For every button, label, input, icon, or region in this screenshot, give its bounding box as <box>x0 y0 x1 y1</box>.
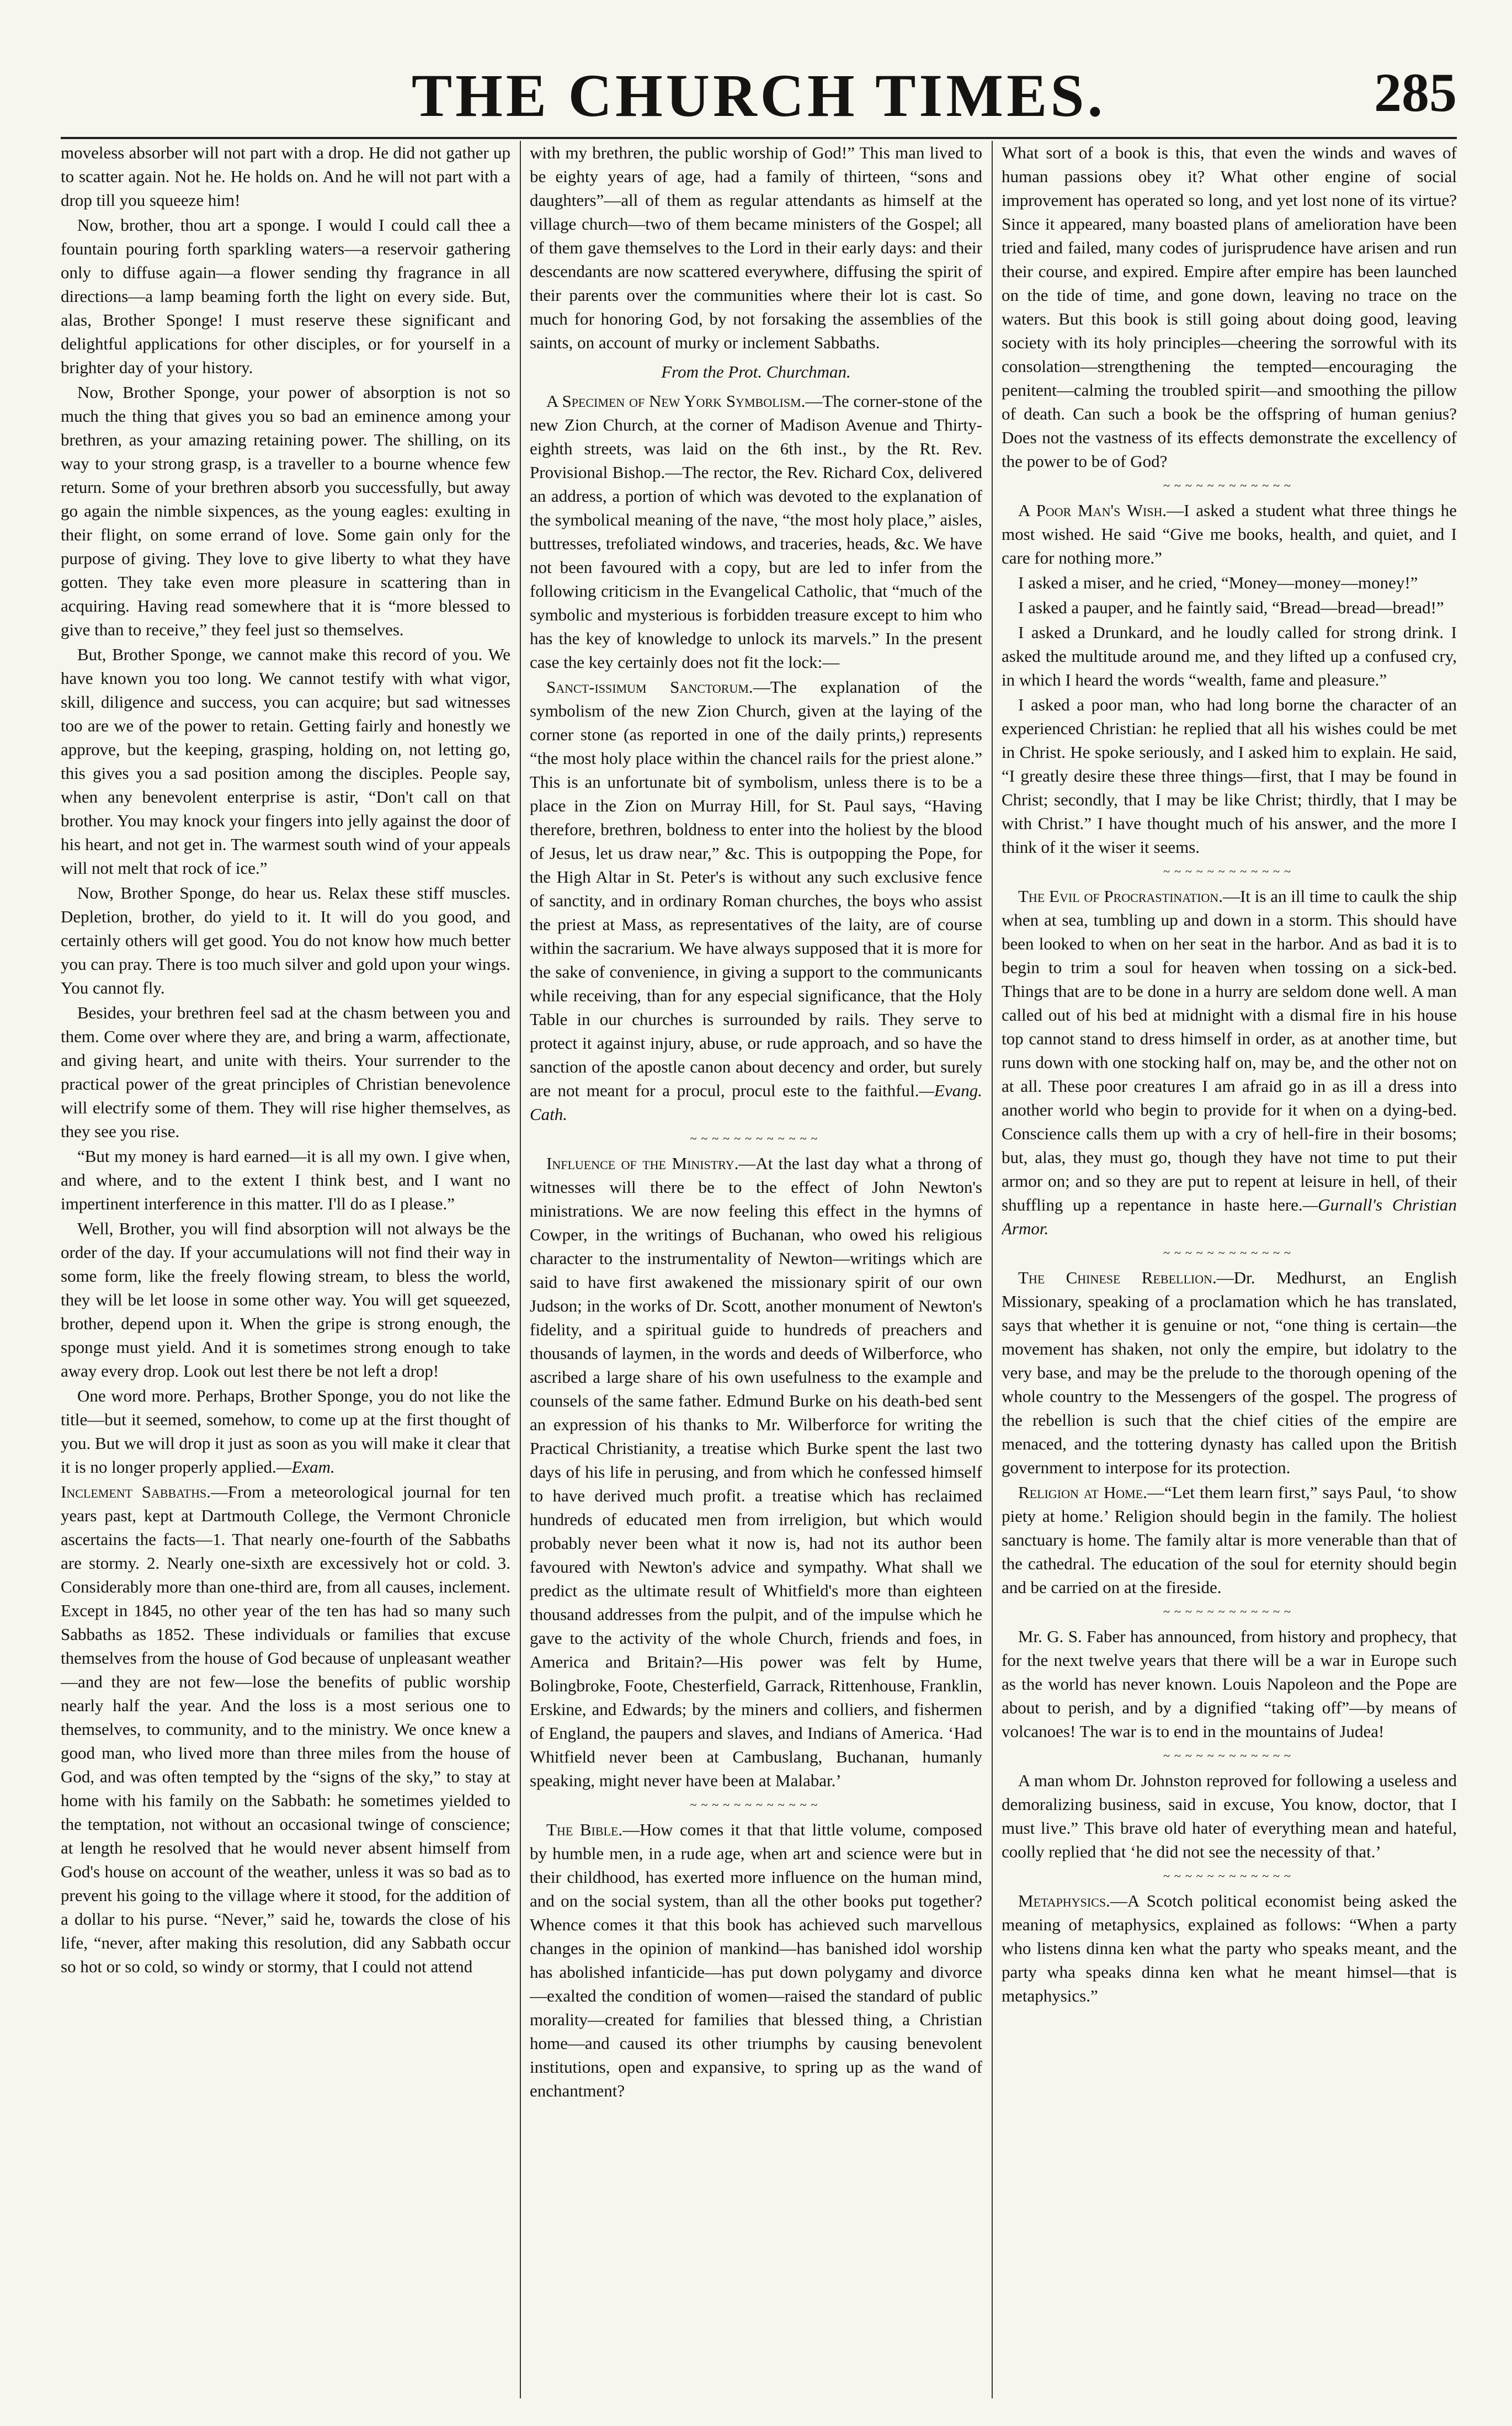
masthead-rule <box>61 137 1457 139</box>
paragraph: What sort of a book is this, that even the winds and waves of human passions obey it? What other engine of social improvement has operated so long, and yet lost none of its virtue? Since it appeared, many boasted plans of amelioration have been tried and failed, many codes of jurisprudence have arisen and run their course, and expired. Empire after empire has been launched on the tide of time, and gone down, leaving no trace on the waters. But this book is still going about doing good, leaving society with its holy principles—cheering the sorrowful with its consolation—strengthening the tempted—encouraging the penitent—calming the troubled spirit—and smoothing the pillow of death. Can such a book be the offspring of human genius? Does not the vastness of its effects demonstrate the excellency of the power to be of God? <box>1002 143 1457 471</box>
paragraph: “But my money is hard earned—it is all my own. I give when, and where, and to the extent I think best, and I want no impertinent interference in this matter. I'll do as I please.” <box>61 1146 510 1213</box>
paragraph: But, Brother Sponge, we cannot make this record of you. We have known you too long. We cannot testify with what vigor, skill, diligence and success, you can acquire; but sad witnesses too are we of the power to retain. Getting fairly and honestly we approve, but the keeping, grasping, holding on, not letting go, this gives you a sad position among the disciples. People say, when any benevolent enterprise is astir, “Don't call on that brother. You may knock your fingers into jelly against the door of his heart, and not get in. The warmest south wind of your appeals will not melt that rock of ice.” <box>61 645 510 878</box>
masthead <box>61 39 1457 149</box>
article-metaphysics <box>1002 1889 1457 2008</box>
article-text: —Dr. Medhurst, an English Missionary, speaking of a proclamation which he has translated, says that whether it is genuine or not, “one thing is certain—the movement has shaken, not only the empire, but idolatry to the very base, and may be the prelude to the thorough opening of the whole country to the Messengers of the gospel. The progress of the rebellion is such that the chief cities of the empire are menaced, and the tottering dynasty has called upon the British government to interpose for its protection. <box>1002 1268 1457 1477</box>
ornament-divider: ~~~~~~~~~~~~ <box>690 1132 822 1145</box>
paragraph: Now, Brother Sponge, your power of absorption is not so much the thing that gives you so bad an eminence among your brethren, as your amazing retaining power. The shilling, on its way to your strong grasp, is a traveller to a bourne whence few return. Some of your brethren absorb you successfully, but away go again the nimble sixpences, as the young eagles: exulting in their flight, on some errand of love. Some gain only for the purpose of giving. They love to give liberty to what they have gotten. They take even more pleasure in scattering than in acquiring. Having read somewhere that it is “more blessed to give than to receive,” they feel just so themselves. <box>61 383 510 639</box>
column-divider <box>520 141 521 2398</box>
ornament-divider: ~~~~~~~~~~~~ <box>690 1798 822 1812</box>
paragraph: I asked a miser, and he cried, “Money—money—money!” <box>1018 573 1418 592</box>
paragraph: Now, Brother Sponge, do hear us. Relax these stiff muscles. Depletion, brother, do yield to it. It will do you good, and certainly others will get good. You do not know how much better you can pray. There is too much silver and gold upon your wings. You cannot fly. <box>61 883 510 997</box>
column-3 <box>1002 141 1457 2398</box>
article-text: —How comes it that that little volume, composed by humble men, in a rude age, when art and science were but in their childhood, has exerted more influence on the human mind, and on the social system, than all the other books put together? Whence comes it that this book has achieved such marvellous changes in the opinion of mankind—has banished idol worship has abolished infanticide—has put down polygamy and divorce—exalted the condition of women—raised the standard of public morality—created for families that blessed thing, a Christian home—and caused its other triumphs by causing benevolent institutions, open and expansive, to spring up as the wand of enchantment? <box>530 1820 982 2100</box>
article-heading: Influence of the Ministry. <box>546 1154 739 1173</box>
ornament-divider: ~~~~~~~~~~~~ <box>1163 1869 1295 1883</box>
column-2 <box>530 141 982 2398</box>
ornament-divider: ~~~~~~~~~~~~ <box>1163 479 1295 492</box>
page-number: 285 <box>1374 62 1457 123</box>
article-poor-mans-wish <box>1002 498 1457 570</box>
newspaper-title: THE CHURCH TIMES. <box>411 62 1106 129</box>
article-text: —I asked a student what three things he most wished. He said “Give me books, health, and quiet, and I care for nothing more.” <box>1002 501 1457 567</box>
paragraph-text: One word more. Perhaps, Brother Sponge, you do not like the title—but it seemed, somehow, to come up at the first thought of you. But we will drop it just as soon as you will make it clear that it is no longer properly applied. <box>61 1386 510 1477</box>
article-heading: The Chinese Rebellion. <box>1018 1268 1217 1287</box>
article-text: —The corner-stone of the new Zion Church, at the corner of Madison Avenue and Thirty-eighth streets, was laid on the 6th inst., by the Rt. Rev. Provisional Bishop.—The rector, the Rev. Richard Cox, delivered an address, a portion of which was devoted to the explanation of the symbolical meaning of the nave, “the most holy place,” aisles, buttresses, trefoliated windows, and traceries, heads, &c. We have not been favoured with a copy, but are led to infer from the following criticism in the Evangelical Catholic, that “much of the symbolic and mysterious is forbidden treasure except to him who has the key of knowledge to unlock its marvels.” In the present case the key certainly does not fit the lock:— <box>530 391 982 672</box>
ornament-divider: ~~~~~~~~~~~~ <box>1163 864 1295 878</box>
article-procrastination <box>1002 884 1457 1240</box>
source-credit: —Exam. <box>276 1457 335 1477</box>
ornament-divider: ~~~~~~~~~~~~ <box>1163 1605 1295 1618</box>
article-heading: Metaphysics. <box>1018 1891 1110 1910</box>
paragraph: A man whom Dr. Johnston reproved for following a useless and demoralizing business, said in excuse, You know, doctor, that I must live.” This brave old hater of everything mean and hateful, coolly replied that ‘he did not see the necessity of that.’ <box>1002 1771 1457 1861</box>
article-inclement-sabbaths <box>61 1480 510 1978</box>
paragraph: moveless absorber will not part with a drop. He did not gather up to scatter again. Not he. He holds on. And he will not part with a drop till you squeeze him! <box>61 143 510 210</box>
article-heading: The Evil of Procrastination. <box>1018 886 1223 906</box>
paragraph <box>61 1384 510 1479</box>
column-divider <box>992 141 993 2398</box>
paragraph: I asked a poor man, who had long borne the character of an experienced Christian: he replied that all his wishes could be met in Christ. He spoke seriously, and I asked him to explain. He said, “I greatly desire these three things—first, that I may be found in Christ; secondly, that I may be like Christ; thirdly, that I may be with Christ.” I have thought much of his answer, and the more I think of it the wiser it seems. <box>1002 695 1457 857</box>
article-heading: Sanct-issimum Sanctorum. <box>546 677 753 697</box>
article-influence-ministry <box>530 1151 982 1792</box>
ornament-divider: ~~~~~~~~~~~~ <box>1163 1246 1295 1260</box>
article-text: —From a meteorological journal for ten years past, kept at Dartmouth College, the Vermont Chronicle ascertains the facts—1. That nearly one-fourth of the Sabbaths are stormy. 2. Nearly one-sixth are excessively hot or cold. 3. Considerably more than one-third are, from all causes, inclement. Except in 1845, no other year of the ten has had so many such Sabbaths as 1852. These individuals or families that excuse themselves from the house of God because of unpleasant weather—and they are not few—lose the benefits of public worship nearly half the year. And the loss is a most serious one to themselves, to community, and to the ministry. We once knew a good man, who lived more than three miles from the house of God, and was often tempted by the “signs of the sky,” to stay at home with his family on the Sabbath: he sometimes yielded to the temptation, not without an occasional twinge of conscience; at length he resolved that he would never absent himself from God's house on account of the weather, unless it was so bad as to prevent his going to the village where it stood, for the addition of a dollar to his purse. “Never,” said he, towards the close of his life, “never, after making this resolution, did any Sabbath occur so hot or so cold, so windy or stormy, that I could not attend <box>61 1482 510 1976</box>
article-heading: Religion at Home. <box>1018 1483 1147 1502</box>
article-chinese-rebellion <box>1002 1266 1457 1479</box>
article-text: —“Let them learn first,” says Paul, ‘to show piety at home.’ Religion should begin in the family. The holiest sanctuary is home. The family altar is more venerable than that of the cathedral. The education of the soul for eternity should begin and be carried on at the fireside. <box>1002 1483 1457 1597</box>
source-credit: —Gurnall's Christian Armor. <box>1002 1195 1457 1238</box>
source-byline: From the Prot. Churchman. <box>661 362 851 381</box>
article-the-bible <box>530 1818 982 2103</box>
article-text: —It is an ill time to caulk the ship when at sea, tumbling up and down in a storm. This should have been looked to when on her seat in the harbor. And as bad it is to begin to trim a soul for heaven when tossing on a sick-bed. Things that are to be done in a hurry are seldom done well. A man called out of his bed at midnight with a dismal fire in his house top cannot stand to dress himself in order, as at another time, but runs down with one stocking half on, may be, and the other not on at all. These poor creatures I am afraid go in as ill a dress into another world who begin to provide for it when on a dying-bed. Conscience calls them up with a cry of hell-fire in their bosoms; but, alas, they must go, though they have not time to put their armor on; and so they are put to repent at leisure in hell, of their shuffling up a repentance in haste here. <box>1002 886 1457 1214</box>
paragraph: I asked a Drunkard, and he loudly called for strong drink. I asked the multitude around me, and they lifted up a confused cry, in which I heard the words “wealth, fame and pleasure.” <box>1002 623 1457 689</box>
article-heading: Inclement Sabbaths. <box>61 1482 211 1501</box>
paragraph: Mr. G. S. Faber has announced, from history and prophecy, that for the next twelve years that there will be a war in Europe such as the world has never known. Louis Napoleon and the Pope are about to perish, and by a dignified “taking off”—by means of volcanoes! The war is to end in the mountains of Judea! <box>1002 1627 1457 1741</box>
paragraph: Besides, your brethren feel sad at the chasm between you and them. Come over where they are, and bring a warm, affectionate, and giving heart, and unite with theirs. Your surrender to the practical power of the great principles of Christian benevolence will electrify some of them. They will rise higher themselves, as they see you rise. <box>61 1003 510 1141</box>
article-text: —The explanation of the symbolism of the new Zion Church, given at the laying of the corner stone (as reported in one of the daily prints,) represents “the most holy place within the chancel rails for the priest alone.” This is an unfortunate bit of symbolism, unless there is to be a place in the Zion on Murray Hill, for St. Paul says, “Having therefore, brethren, boldness to enter into the holiest by the blood of Jesus, let us draw near,” &c. This is outpopping the Pope, for the High Altar in St. Peter's is without any such exclusive fence of sanctity, and in ordinary Roman churches, the boys who assist the priest at Mass, as representatives of the laity, are of course within the sacrarium. We have always supposed that it is more for the sake of convenience, in giving a support to the communicants while receiving, than for any especial significance, that the Holy Table in our churches is surrounded by rails. They serve to protect it against injury, abuse, or rude approach, and so have the sanction of the apostle canon about decency and order, but surely are not meant for a procul, procul este to the faithful. <box>530 677 982 1100</box>
article-text: —At the last day what a throng of witnesses will there be to the effect of John Newton's ministrations. We are now feeling this effect in the hymns of Cowper, in the writings of Buchanan, who owed his religious character to the instrumentality of Newton—writings which are said to have first awakened the missionary spirit of our own Judson; in the works of Dr. Scott, another monument of Newton's fidelity, and a spiritual guide to hundreds of preachers and thousands of laymen, in the words and deeds of Wilberforce, who ascribed a large share of his own usefulness to the example and counsels of the same father. Edmund Burke on his death-bed sent an expression of his thanks to Mr. Wilberforce for writing the Practical Christianity, a treatise which Burke spent the last two days of his life in perusing, and from which he confessed himself to have derived much profit. a treatise which has reclaimed hundreds of educated men from irreligion, but which would probably never been what it now is, had not its author been favoured with Newton's advice and sympathy. What shall we predict as the ultimate result of Whitfield's more than eighteen thousand addresses from the pulpit, and of the impulse which he gave to the activity of the whole Church, friends and foes, in America and Britain?—His power was felt by Hume, Bolingbroke, Foote, Chesterfield, Garrack, Rittenhouse, Franklin, Erskine, and Edwards; by the miners and colliers, and fishermen of England, the paupers and slaves, and Indians of America. ‘Had Whitfield never been at Cambuslang, Buchanan, humanly speaking, might never have been at Malabar.’ <box>530 1154 982 1790</box>
source-credit: —Evang. Cath. <box>530 1081 982 1124</box>
paragraph: I asked a pauper, and he faintly said, “Bread—bread—bread!” <box>1018 598 1444 617</box>
paragraph: with my brethren, the public worship of God!” This man lived to be eighty years of age, had a family of thirteen, “sons and daughters”—all of them as regular attendants as himself at the village church—two of them became ministers of the Gospel; all of them gave themselves to the Lord in their early days: and their descendants are now scattered everywhere, diffusing the spirit of their parents over the communities where their lot is cast. So much for honoring God, by not forsaking the assemblies of the saints, on account of murky or inclement Sabbaths. <box>530 143 982 352</box>
article-heading: The Bible. <box>546 1820 623 1839</box>
article-ny-symbolism <box>530 389 982 674</box>
paragraph: Now, brother, thou art a sponge. I would I could call thee a fountain pouring forth sparkling waters—a reservoir gathering only to diffuse again—a flower sending thy fragrance in all directions—a lamp beaming forth the light on every side. But, alas, Brother Sponge! I must reserve these significant and delightful applications for other disciples, or for yourself in a brighter day of your history. <box>61 215 510 377</box>
ornament-divider: ~~~~~~~~~~~~ <box>1163 1749 1295 1763</box>
paragraph: Well, Brother, you will find absorption will not always be the order of the day. If your accumulations will not find their way in some form, like the freely flowing stream, to bless the world, they will be let loose in some other way. You will get squeezed, brother, depend upon it. When the gripe is strong enough, the sponge must yield. And it is sometimes strong enough to take away every drop. Look out lest there be not left a drop! <box>61 1219 510 1381</box>
article-religion-at-home <box>1002 1480 1457 1599</box>
column-1 <box>61 141 510 2398</box>
article-sanctissimum <box>530 675 982 1126</box>
article-heading: A Poor Man's Wish. <box>1018 501 1167 520</box>
article-text: —A Scotch political economist being asked the meaning of metaphysics, explained as follows: “When a party who listens dinna ken what the party who speaks meant, and the party wha speaks dinna ken what he meant himsel—that is metaphysics.” <box>1002 1891 1457 2005</box>
article-heading: A Specimen of New York Symbolism. <box>546 391 806 411</box>
